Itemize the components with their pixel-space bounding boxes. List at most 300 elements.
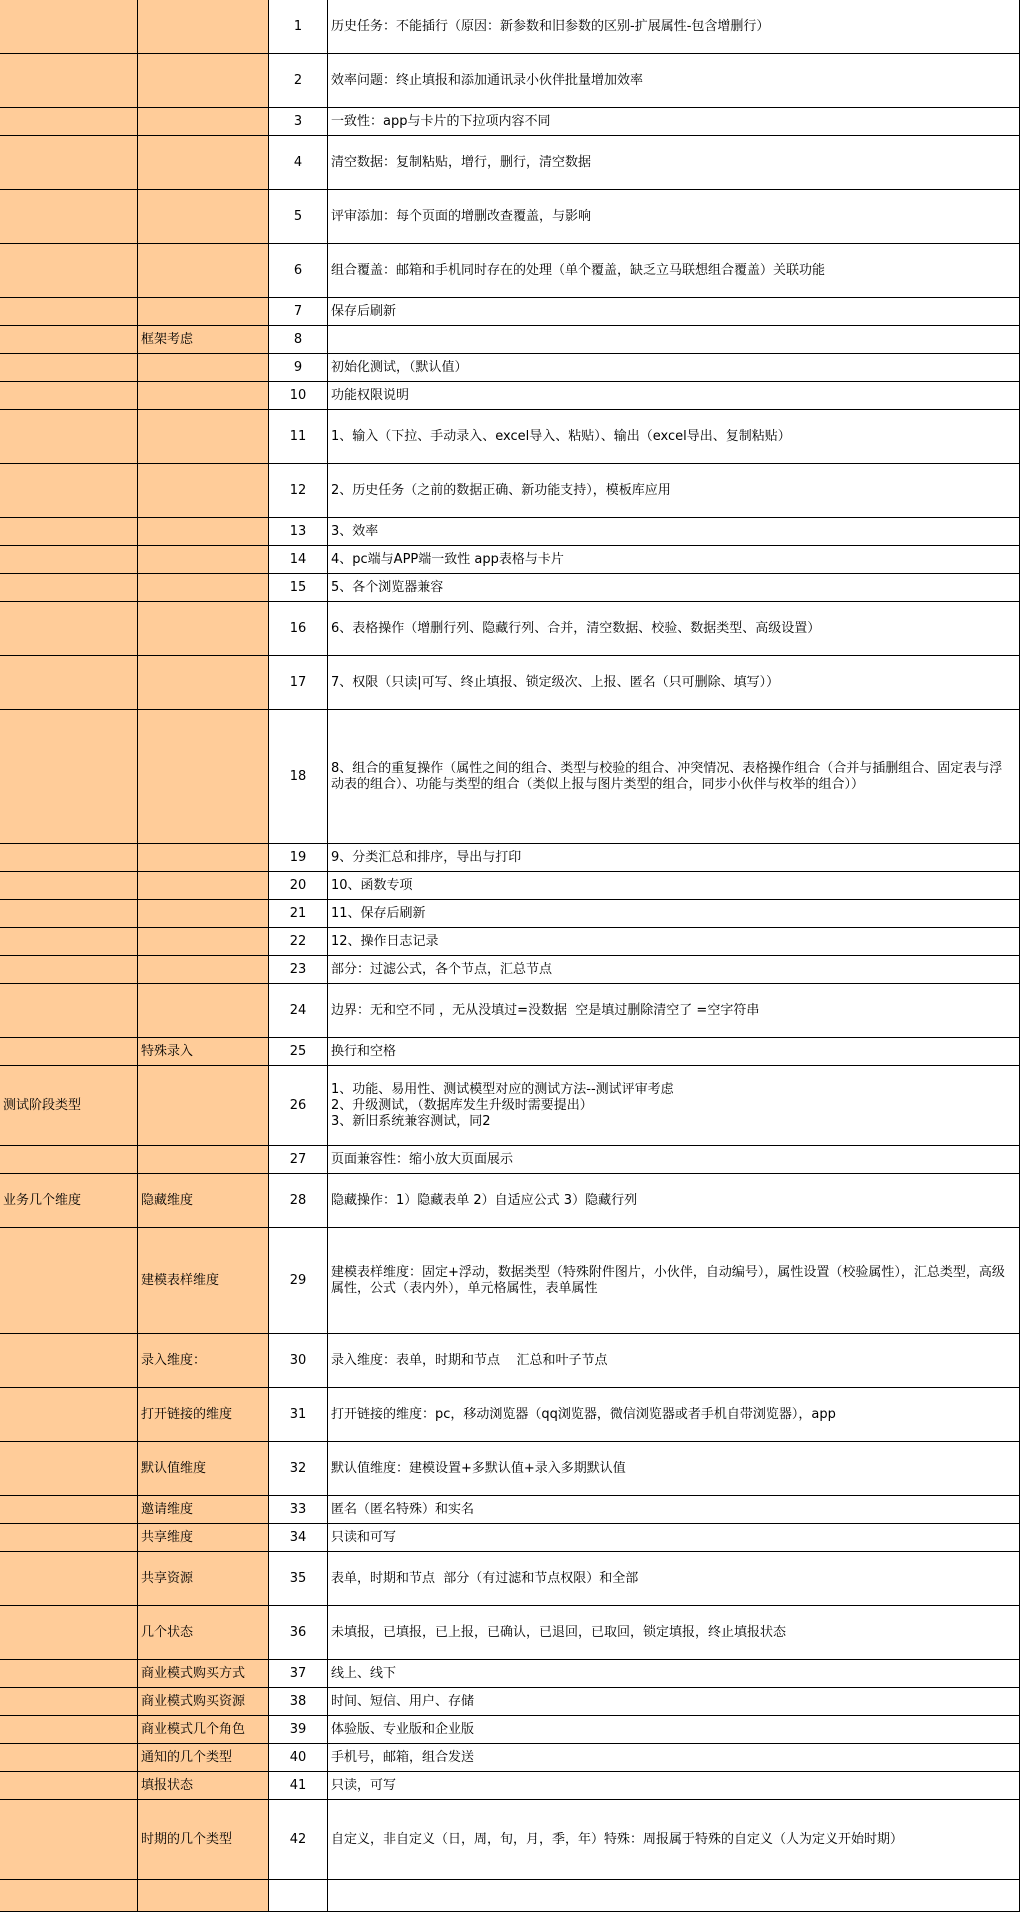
row-number-cell-text: 27 <box>289 1151 307 1167</box>
row-number-cell-text: 13 <box>289 523 307 539</box>
content-cell-text: 12、操作日志记录 <box>331 933 439 949</box>
subcategory-cell[interactable] <box>138 518 269 546</box>
row-number-cell-text: 16 <box>289 620 307 636</box>
content-cell-text: 匿名（匿名特殊）和实名 <box>331 1501 475 1517</box>
row-number-cell-text: 15 <box>289 579 307 595</box>
content-cell-text: 5、各个浏览器兼容 <box>331 579 444 595</box>
table-row <box>0 518 1020 546</box>
table-row <box>0 1442 1020 1496</box>
subcategory-cell[interactable] <box>138 574 269 602</box>
subcategory-cell[interactable] <box>138 382 269 410</box>
row-number-cell-text: 8 <box>293 331 303 347</box>
content-cell-text: 6、表格操作（增删行列、隐藏行列、合并，清空数据、校验、数据类型、高级设置） <box>331 620 821 636</box>
content-cell[interactable] <box>328 1066 1020 1146</box>
table-row <box>0 602 1020 656</box>
table-row <box>0 1524 1020 1552</box>
content-cell-text: 体验版、专业版和企业版 <box>331 1721 475 1737</box>
row-number-cell-text: 7 <box>293 303 303 319</box>
content-cell-text: 时间、短信、用户、存储 <box>331 1693 475 1709</box>
row-number-cell-text: 21 <box>289 905 307 921</box>
row-number-cell[interactable] <box>269 1174 328 1228</box>
table-row <box>0 0 1020 54</box>
content-cell[interactable] <box>328 1038 1020 1066</box>
subcategory-cell[interactable] <box>138 54 269 108</box>
table-row <box>0 956 1020 984</box>
row-number-cell[interactable] <box>269 984 328 1038</box>
row-number-cell[interactable] <box>269 108 328 136</box>
content-cell[interactable] <box>328 354 1020 382</box>
row-number-cell-text: 2 <box>293 72 303 88</box>
content-cell-text: 11、保存后刷新 <box>331 905 426 921</box>
row-number-cell-text: 4 <box>293 154 303 170</box>
category-cell[interactable] <box>0 1174 138 1228</box>
content-cell-text: 保存后刷新 <box>331 303 397 319</box>
row-number-cell[interactable] <box>269 136 328 190</box>
row-number-cell-text: 22 <box>289 933 307 949</box>
content-cell[interactable] <box>328 1800 1020 1880</box>
subcategory-cell[interactable] <box>138 872 269 900</box>
content-cell-text: 3、效率 <box>331 523 379 539</box>
category-cell[interactable] <box>0 928 138 956</box>
content-cell-text: 自定义，非自定义（日，周，旬，月，季，年）特殊：周报属于特殊的自定义（人为定义开始时期） <box>331 1831 904 1847</box>
row-number-cell-text: 23 <box>289 961 307 977</box>
content-cell-text: 初始化测试，（默认值） <box>331 359 468 375</box>
category-cell[interactable] <box>0 710 138 844</box>
table-row <box>0 1038 1020 1066</box>
subcategory-cell[interactable] <box>138 984 269 1038</box>
row-number-cell[interactable] <box>269 546 328 574</box>
content-cell-text: 边界：无和空不同 ，无从没填过=没数据 空是填过删除清空了 =空字符串 <box>331 1002 760 1018</box>
category-cell[interactable] <box>0 844 138 872</box>
row-number-cell[interactable] <box>269 464 328 518</box>
subcategory-cell-text: 邀请维度 <box>141 1501 194 1517</box>
subcategory-cell[interactable] <box>138 656 269 710</box>
subcategory-cell[interactable] <box>138 928 269 956</box>
content-cell[interactable] <box>328 298 1020 326</box>
content-cell-text: 效率问题：终止填报和添加通讯录小伙伴批量增加效率 <box>331 72 644 88</box>
content-cell[interactable] <box>328 244 1020 298</box>
content-cell-text: 表单，时期和节点 部分（有过滤和节点权限）和全部 <box>331 1570 639 1586</box>
content-cell-text: 功能权限说明 <box>331 387 410 403</box>
content-cell[interactable] <box>328 382 1020 410</box>
category-cell[interactable] <box>0 518 138 546</box>
content-cell[interactable] <box>328 54 1020 108</box>
category-cell[interactable] <box>0 54 138 108</box>
row-number-cell[interactable] <box>269 956 328 984</box>
content-cell-text: 7、权限（只读|可写、终止填报、锁定级次、上报、匿名（只可删除、填写）） <box>331 674 780 690</box>
content-cell-text: 页面兼容性：缩小放大页面展示 <box>331 1151 514 1167</box>
subcategory-cell[interactable] <box>138 1388 269 1442</box>
category-cell[interactable] <box>0 1038 138 1066</box>
content-cell[interactable] <box>328 844 1020 872</box>
row-number-cell[interactable] <box>269 1496 328 1524</box>
content-cell[interactable] <box>328 1228 1020 1334</box>
subcategory-cell[interactable] <box>138 190 269 244</box>
row-number-cell-text: 17 <box>289 674 307 690</box>
table-row <box>0 984 1020 1038</box>
table-row <box>0 244 1020 298</box>
content-cell[interactable] <box>328 1688 1020 1716</box>
category-cell[interactable] <box>0 136 138 190</box>
row-number-cell[interactable] <box>269 1066 328 1146</box>
category-cell[interactable] <box>0 1880 138 1912</box>
table-row <box>0 546 1020 574</box>
content-cell[interactable] <box>328 1524 1020 1552</box>
table-row <box>0 464 1020 518</box>
table-row <box>0 1744 1020 1772</box>
table-row <box>0 410 1020 464</box>
subcategory-cell[interactable] <box>138 546 269 574</box>
category-cell[interactable] <box>0 464 138 518</box>
subcategory-cell[interactable] <box>138 298 269 326</box>
content-cell[interactable] <box>328 1744 1020 1772</box>
category-cell[interactable] <box>0 956 138 984</box>
content-cell-text: 隐藏操作：1）隐藏表单 2）自适应公式 3）隐藏行列 <box>331 1192 638 1208</box>
row-number-cell-text: 30 <box>289 1352 307 1368</box>
subcategory-cell[interactable] <box>138 1038 269 1066</box>
table-row <box>0 1716 1020 1744</box>
subcategory-cell[interactable] <box>138 1772 269 1800</box>
category-cell[interactable] <box>0 656 138 710</box>
row-number-cell[interactable] <box>269 900 328 928</box>
row-number-cell-text: 24 <box>289 1002 307 1018</box>
content-cell-text: 线上、线下 <box>331 1665 397 1681</box>
category-cell[interactable] <box>0 1228 138 1334</box>
table-row <box>0 872 1020 900</box>
row-number-cell[interactable] <box>269 244 328 298</box>
row-number-cell[interactable] <box>269 710 328 844</box>
row-number-cell[interactable] <box>269 1800 328 1880</box>
table-row <box>0 1066 1020 1146</box>
subcategory-cell[interactable] <box>138 844 269 872</box>
row-number-cell[interactable] <box>269 1038 328 1066</box>
subcategory-cell[interactable] <box>138 1660 269 1688</box>
row-number-cell[interactable] <box>269 602 328 656</box>
content-cell-text: 1、功能、易用性、测试模型对应的测试方法--测试评审考虑 2、升级测试，（数据库发生升级时需要提出） 3、新旧系统兼容测试，同2 <box>331 1081 674 1129</box>
content-cell-text: 2、历史任务（之前的数据正确、新功能支持），模板库应用 <box>331 482 671 498</box>
content-cell[interactable] <box>328 1174 1020 1228</box>
subcategory-cell[interactable] <box>138 1716 269 1744</box>
subcategory-cell-text: 打开链接的维度 <box>141 1406 233 1422</box>
row-number-cell-text: 29 <box>289 1272 307 1288</box>
row-number-cell[interactable] <box>269 298 328 326</box>
category-cell-text: 业务几个维度 <box>3 1192 82 1208</box>
row-number-cell-text: 5 <box>293 208 303 224</box>
content-cell[interactable] <box>328 518 1020 546</box>
row-number-cell[interactable] <box>269 1772 328 1800</box>
category-cell[interactable] <box>0 900 138 928</box>
row-number-cell[interactable] <box>269 0 328 54</box>
content-cell[interactable] <box>328 1146 1020 1174</box>
category-cell[interactable] <box>0 1744 138 1772</box>
row-number-cell[interactable] <box>269 410 328 464</box>
content-cell-text: 建模表样维度：固定+浮动，数据类型（特殊附件图片，小伙伴，自动编号），属性设置（校验属性），汇总类型，高级属性，公式（表内外），单元格属性，表单属性 <box>331 1264 1005 1296</box>
row-number-cell-text: 34 <box>289 1529 307 1545</box>
category-cell[interactable] <box>0 546 138 574</box>
category-cell[interactable] <box>0 108 138 136</box>
subcategory-cell[interactable] <box>138 326 269 354</box>
row-number-cell[interactable] <box>269 1334 328 1388</box>
content-cell-text: 4、pc端与APP端一致性 app表格与卡片 <box>331 551 564 567</box>
content-cell[interactable] <box>328 546 1020 574</box>
subcategory-cell-text: 通知的几个类型 <box>141 1749 233 1765</box>
content-cell[interactable] <box>328 464 1020 518</box>
row-number-cell-text: 3 <box>293 113 303 129</box>
table-row <box>0 656 1020 710</box>
subcategory-cell[interactable] <box>138 1146 269 1174</box>
subcategory-cell[interactable] <box>138 1496 269 1524</box>
category-cell[interactable] <box>0 1066 138 1146</box>
row-number-cell[interactable] <box>269 656 328 710</box>
table-row <box>0 1146 1020 1174</box>
category-cell[interactable] <box>0 1660 138 1688</box>
subcategory-cell[interactable] <box>138 0 269 54</box>
category-cell[interactable] <box>0 1716 138 1744</box>
subcategory-cell-text: 框架考虑 <box>141 331 194 347</box>
subcategory-cell[interactable] <box>138 354 269 382</box>
row-number-cell-text: 1 <box>293 18 303 34</box>
subcategory-cell-text: 特殊录入 <box>141 1043 194 1059</box>
row-number-cell[interactable] <box>269 574 328 602</box>
row-number-cell[interactable] <box>269 844 328 872</box>
table-row <box>0 928 1020 956</box>
content-cell[interactable] <box>328 984 1020 1038</box>
content-cell-text: 评审添加：每个页面的增删改查覆盖，与影响 <box>331 208 592 224</box>
category-cell[interactable] <box>0 1772 138 1800</box>
category-cell[interactable] <box>0 872 138 900</box>
row-number-cell-text: 20 <box>289 877 307 893</box>
row-number-cell[interactable] <box>269 190 328 244</box>
table-row <box>0 1772 1020 1800</box>
category-cell[interactable] <box>0 298 138 326</box>
content-cell[interactable] <box>328 710 1020 844</box>
category-cell[interactable] <box>0 602 138 656</box>
subcategory-cell[interactable] <box>138 1334 269 1388</box>
row-number-cell-text: 6 <box>293 262 303 278</box>
content-cell[interactable] <box>328 1716 1020 1744</box>
row-number-cell-text: 11 <box>289 428 307 444</box>
content-cell[interactable] <box>328 1334 1020 1388</box>
subcategory-cell-text: 时期的几个类型 <box>141 1831 233 1847</box>
subcategory-cell[interactable] <box>138 1066 269 1146</box>
subcategory-cell-text: 默认值维度 <box>141 1460 207 1476</box>
content-cell[interactable] <box>328 872 1020 900</box>
subcategory-cell[interactable] <box>138 956 269 984</box>
row-number-cell-text: 28 <box>289 1192 307 1208</box>
row-number-cell[interactable] <box>269 1716 328 1744</box>
content-cell[interactable] <box>328 108 1020 136</box>
row-number-cell-text: 31 <box>289 1406 307 1422</box>
row-number-cell[interactable] <box>269 1228 328 1334</box>
content-cell[interactable] <box>328 190 1020 244</box>
content-cell[interactable] <box>328 136 1020 190</box>
row-number-cell-text: 14 <box>289 551 307 567</box>
row-number-cell[interactable] <box>269 1524 328 1552</box>
subcategory-cell[interactable] <box>138 900 269 928</box>
row-number-cell[interactable] <box>269 1880 328 1912</box>
category-cell[interactable] <box>0 190 138 244</box>
row-number-cell[interactable] <box>269 54 328 108</box>
category-cell[interactable] <box>0 1388 138 1442</box>
category-cell[interactable] <box>0 382 138 410</box>
content-cell-text: 默认值维度：建模设置+多默认值+录入多期默认值 <box>331 1460 626 1476</box>
subcategory-cell[interactable] <box>138 710 269 844</box>
row-number-cell[interactable] <box>269 1552 328 1606</box>
table-row <box>0 382 1020 410</box>
subcategory-cell-text: 填报状态 <box>141 1777 194 1793</box>
content-cell[interactable] <box>328 574 1020 602</box>
table-row <box>0 54 1020 108</box>
subcategory-cell-text: 商业模式购买资源 <box>141 1693 246 1709</box>
content-cell[interactable] <box>328 956 1020 984</box>
category-cell[interactable] <box>0 1524 138 1552</box>
content-cell[interactable] <box>328 326 1020 354</box>
category-cell[interactable] <box>0 1442 138 1496</box>
content-cell-text: 历史任务：不能插行（原因：新参数和旧参数的区别-扩展属性-包含增删行） <box>331 18 770 34</box>
subcategory-cell[interactable] <box>138 1880 269 1912</box>
content-cell-text: 未填报，已填报，已上报，已确认，已退回，已取回，锁定填报，终止填报状态 <box>331 1624 787 1640</box>
subcategory-cell[interactable] <box>138 136 269 190</box>
row-number-cell-text: 38 <box>289 1693 307 1709</box>
content-cell-text: 1、输入（下拉、手动录入、excel导入、粘贴）、输出（excel导出、复制粘贴） <box>331 428 791 444</box>
table-row <box>0 108 1020 136</box>
row-number-cell-text: 35 <box>289 1570 307 1586</box>
subcategory-cell[interactable] <box>138 1744 269 1772</box>
table-row <box>0 844 1020 872</box>
content-cell[interactable] <box>328 1772 1020 1800</box>
row-number-cell[interactable] <box>269 382 328 410</box>
row-number-cell[interactable] <box>269 872 328 900</box>
table-row <box>0 1660 1020 1688</box>
table-row <box>0 1334 1020 1388</box>
category-cell[interactable] <box>0 244 138 298</box>
content-cell-text: 换行和空格 <box>331 1043 397 1059</box>
subcategory-cell[interactable] <box>138 410 269 464</box>
category-cell[interactable] <box>0 1146 138 1174</box>
content-cell-text: 清空数据：复制粘贴，增行，删行，清空数据 <box>331 154 592 170</box>
row-number-cell-text: 33 <box>289 1501 307 1517</box>
content-cell[interactable] <box>328 1606 1020 1660</box>
row-number-cell[interactable] <box>269 326 328 354</box>
content-cell[interactable] <box>328 410 1020 464</box>
table-row <box>0 1228 1020 1334</box>
subcategory-cell-text: 录入维度： <box>141 1352 207 1368</box>
content-cell[interactable] <box>328 656 1020 710</box>
row-number-cell-text: 10 <box>289 387 307 403</box>
subcategory-cell[interactable] <box>138 108 269 136</box>
content-cell[interactable] <box>328 1496 1020 1524</box>
row-number-cell-text: 37 <box>289 1665 307 1681</box>
category-cell[interactable] <box>0 0 138 54</box>
row-number-cell[interactable] <box>269 1606 328 1660</box>
row-number-cell-text: 9 <box>293 359 303 375</box>
content-cell-text: 录入维度：表单，时期和节点 汇总和叶子节点 <box>331 1352 608 1368</box>
subcategory-cell[interactable] <box>138 1524 269 1552</box>
category-cell[interactable] <box>0 410 138 464</box>
table-row <box>0 1496 1020 1524</box>
category-cell-text: 测试阶段类型 <box>3 1097 82 1113</box>
row-number-cell[interactable] <box>269 1388 328 1442</box>
subcategory-cell[interactable] <box>138 1606 269 1660</box>
content-cell-text: 打开链接的维度：pc，移动浏览器（qq浏览器，微信浏览器或者手机自带浏览器），app <box>331 1406 836 1422</box>
subcategory-cell[interactable] <box>138 464 269 518</box>
category-cell[interactable] <box>0 354 138 382</box>
table-row <box>0 900 1020 928</box>
category-cell[interactable] <box>0 1552 138 1606</box>
category-cell[interactable] <box>0 1334 138 1388</box>
subcategory-cell-text: 几个状态 <box>141 1624 194 1640</box>
category-cell[interactable] <box>0 1496 138 1524</box>
table-row <box>0 710 1020 844</box>
subcategory-cell[interactable] <box>138 1688 269 1716</box>
content-cell-text: 组合覆盖：邮箱和手机同时存在的处理（单个覆盖，缺乏立马联想组合覆盖）关联功能 <box>331 262 826 278</box>
content-cell-text: 手机号，邮箱，组合发送 <box>331 1749 475 1765</box>
content-cell-text: 10、函数专项 <box>331 877 413 893</box>
table-row <box>0 1606 1020 1660</box>
table-row <box>0 298 1020 326</box>
row-number-cell[interactable] <box>269 518 328 546</box>
row-number-cell[interactable] <box>269 1744 328 1772</box>
table-row <box>0 1688 1020 1716</box>
row-number-cell[interactable] <box>269 1660 328 1688</box>
row-number-cell[interactable] <box>269 1146 328 1174</box>
content-cell[interactable] <box>328 928 1020 956</box>
subcategory-cell[interactable] <box>138 1442 269 1496</box>
subcategory-cell[interactable] <box>138 602 269 656</box>
content-cell[interactable] <box>328 1388 1020 1442</box>
subcategory-cell[interactable] <box>138 1228 269 1334</box>
subcategory-cell[interactable] <box>138 244 269 298</box>
content-cell-text: 一致性：app与卡片的下拉项内容不同 <box>331 113 551 129</box>
row-number-cell[interactable] <box>269 928 328 956</box>
content-cell-text: 部分：过滤公式，各个节点，汇总节点 <box>331 961 553 977</box>
content-cell[interactable] <box>328 1552 1020 1606</box>
content-cell[interactable] <box>328 0 1020 54</box>
row-number-cell-text: 32 <box>289 1460 307 1476</box>
subcategory-cell-text: 共享维度 <box>141 1529 194 1545</box>
table-row <box>0 190 1020 244</box>
row-number-cell-text: 25 <box>289 1043 307 1059</box>
category-cell[interactable] <box>0 1606 138 1660</box>
table-row <box>0 574 1020 602</box>
category-cell[interactable] <box>0 984 138 1038</box>
content-cell[interactable] <box>328 1660 1020 1688</box>
row-number-cell[interactable] <box>269 354 328 382</box>
category-cell[interactable] <box>0 1688 138 1716</box>
table-row <box>0 354 1020 382</box>
table-row <box>0 136 1020 190</box>
table-row <box>0 1800 1020 1880</box>
content-cell[interactable] <box>328 900 1020 928</box>
content-cell-text: 只读和可写 <box>331 1529 397 1545</box>
row-number-cell-text: 40 <box>289 1749 307 1765</box>
content-cell[interactable] <box>328 1442 1020 1496</box>
subcategory-cell[interactable] <box>138 1552 269 1606</box>
subcategory-cell[interactable] <box>138 1174 269 1228</box>
content-cell[interactable] <box>328 602 1020 656</box>
row-number-cell[interactable] <box>269 1442 328 1496</box>
category-cell[interactable] <box>0 326 138 354</box>
row-number-cell[interactable] <box>269 1688 328 1716</box>
category-cell[interactable] <box>0 574 138 602</box>
subcategory-cell-text: 商业模式几个角色 <box>141 1721 246 1737</box>
subcategory-cell[interactable] <box>138 1800 269 1880</box>
subcategory-cell-text: 建模表样维度 <box>141 1272 220 1288</box>
category-cell[interactable] <box>0 1800 138 1880</box>
content-cell[interactable] <box>328 1880 1020 1912</box>
row-number-cell-text: 19 <box>289 849 307 865</box>
table-row <box>0 1880 1020 1912</box>
